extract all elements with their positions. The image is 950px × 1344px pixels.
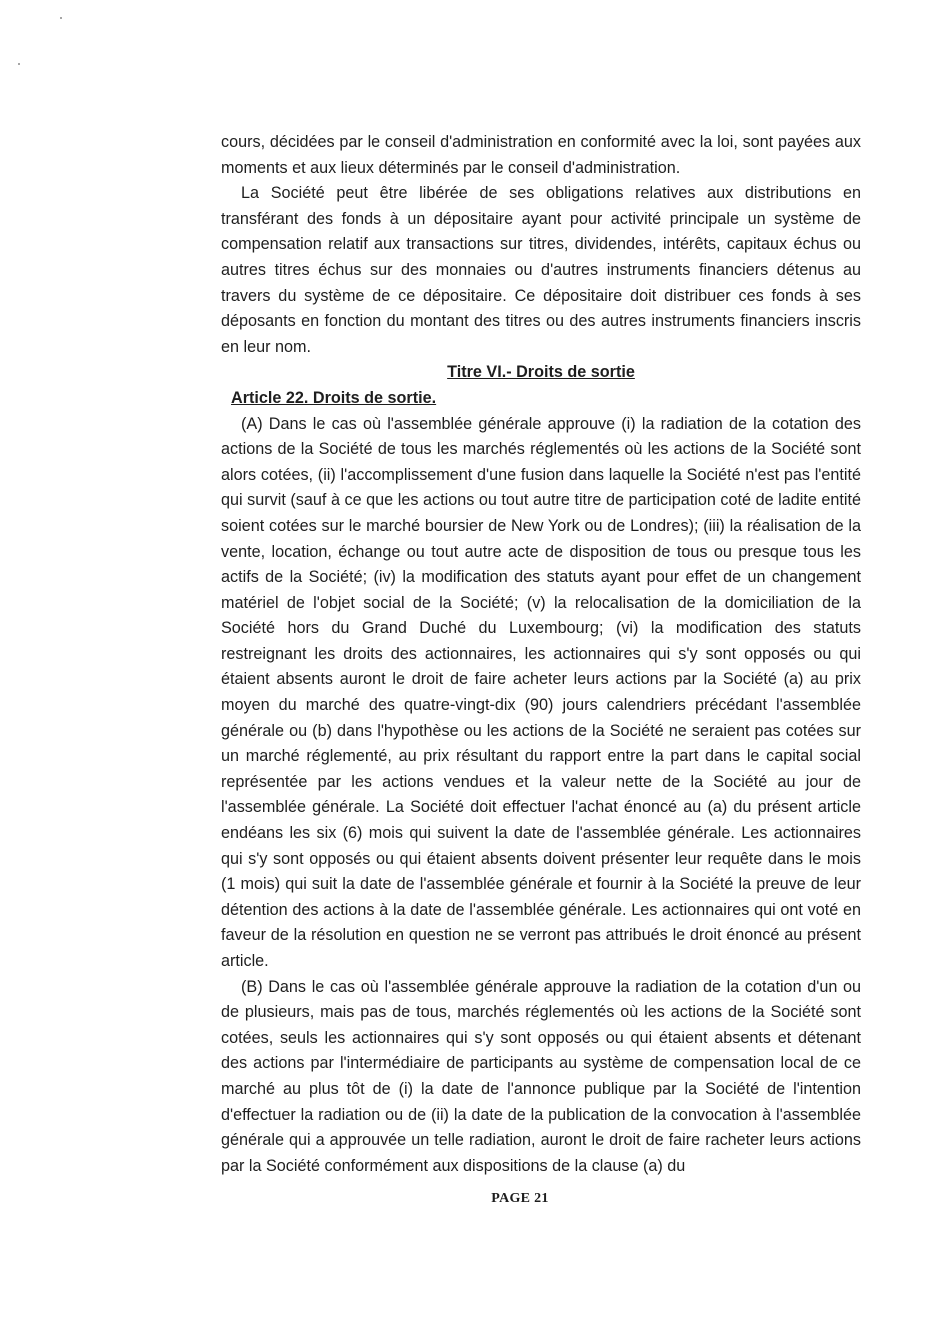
paragraph-continuation: cours, décidées par le conseil d'administration en conformité avec la loi, sont payées aux moments et aux lieux déterminés par le conseil d'administration. bbox=[221, 133, 861, 177]
page-number: PAGE 21 bbox=[491, 1191, 549, 1206]
section-title: Titre VI.- Droits de sortie bbox=[447, 363, 635, 382]
paragraph-a: (A) Dans le cas où l'assemblée générale approuve (i) la radiation de la cotation des actions de la Société de tous les marchés réglementés où les actions de la Société sont alors cotées, (ii) l'accomplissement d'une fusion dans laquelle la Société n'est pas l'entité qui survit (sauf à ce que les actions ou tout autre titre de participation coté de ladite entité soient cotées sur le marché boursier de New York ou de Londres); (iii) la réalisation de la vente, location, échange ou tout autre acte de disposition de tous ou presque tous les actifs de la Société; (iv) la modification des statuts ayant pour effet de un changement matériel de l'objet social de la Société; (v) la relocalisation de la domiciliation de la Société hors du Grand Duché du Luxembourg; (vi) la modification des statuts restreignant les droits des actionnaires, les actionnaires qui s'y sont opposés ou qui étaient absents auront le droit de faire acheter leurs actions par la Société (a) au prix moyen du marché des quatre-vingt-dix (90) jours calendriers précédant l'assemblée générale ou (b) dans l'hypothèse ou les actions de la Société ne seraient pas cotées sur un marché réglementé, au prix résultant du rapport entre la part dans le capital social représentée par les actions vendues et la valeur nette de la Société au jour de l'assemblée générale. La Société doit effectuer l'achat énoncé au (a) du présent article endéans les six (6) mois qui suivent la date de l'assemblée générale. Les actionnaires qui s'y sont opposés ou qui étaient absents doivent présenter leur requête dans le mois (1 mois) qui suit la date de l'assemblée générale et fournir à la Société la preuve de leur détention des actions à la date de l'assemblée générale. Les actionnaires qui ont voté en faveur de la résolution en question ne se verront pas attribués le droit énoncé au présent article. bbox=[221, 414, 861, 970]
document-body bbox=[221, 130, 861, 1179]
scan-speck bbox=[18, 63, 20, 65]
scan-speck bbox=[60, 17, 62, 19]
article-title: Article 22. Droits de sortie. bbox=[231, 388, 437, 407]
paragraph-b: (B) Dans le cas où l'assemblée générale approuve la radiation de la cotation d'un ou de plusieurs, mais pas de tous, marchés réglementés où les actions de la Société sont cotées, seuls les actionnaires qui s'y sont opposés ou qui étaient absents et détenant des actions par l'intermédiaire de participants au système de compensation local de ce marché au plus tôt de (i) la date de l'annonce publique par la Société de l'intention d'effectuer la radiation ou de (ii) la date de la publication de la convocation à l'assemblée générale qui a approuvée un telle radiation, auront le droit de faire racheter leurs actions par la Société conformément aux dispositions de la clause (a) du bbox=[221, 977, 861, 1175]
paragraph-depositary: La Société peut être libérée de ses obligations relatives aux distributions en transférant des fonds à un dépositaire ayant pour activité principale un système de compensation relatif aux transactions sur titres, dividendes, intérêts, capitaux échus ou autres titres échus sur des monnaies ou d'autres instruments financiers détenus au travers du système de ce dépositaire. Ce dépositaire doit distribuer ces fonds à ses déposants en fonction du montant des titres ou des autres instruments financiers inscris en leur nom. bbox=[221, 184, 861, 356]
